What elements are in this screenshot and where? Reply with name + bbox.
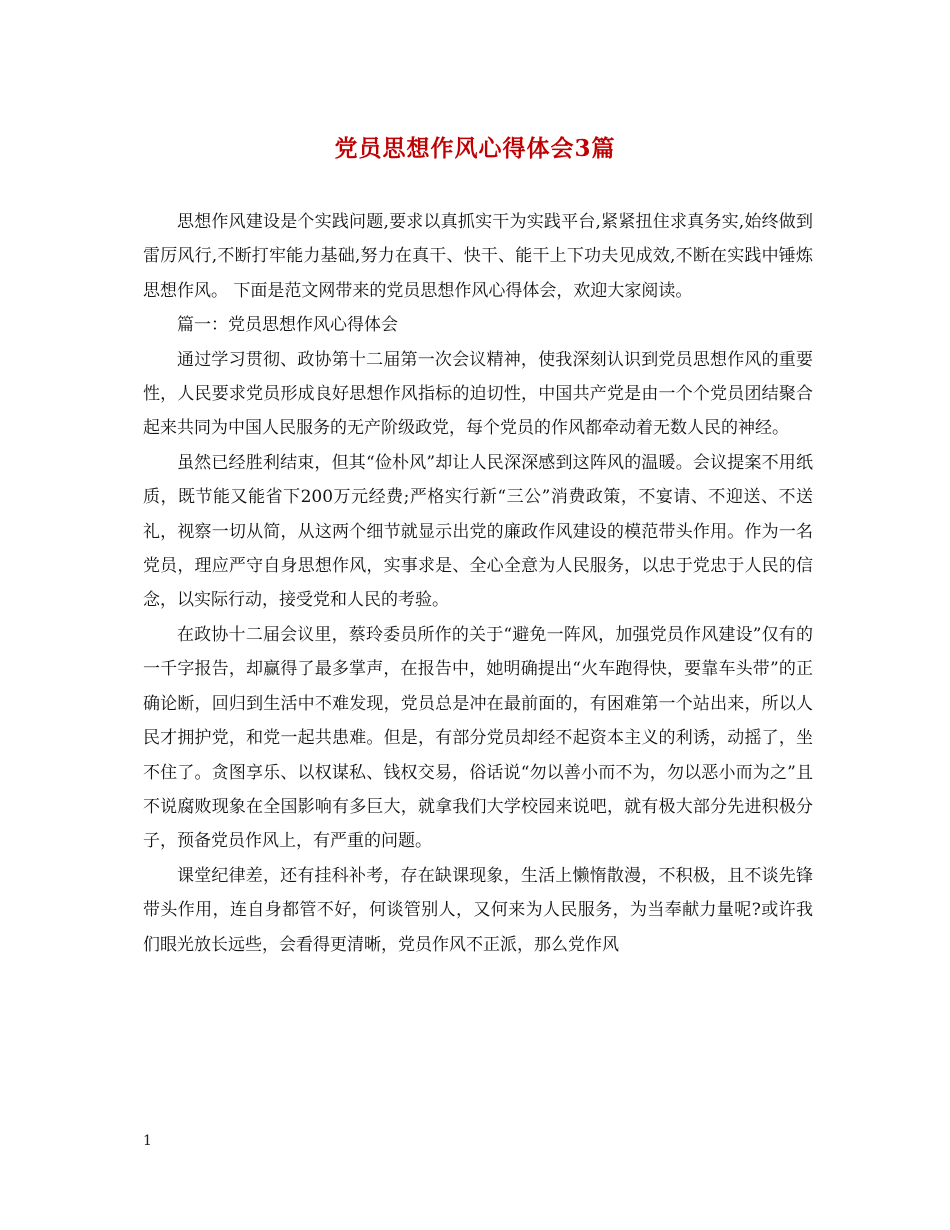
paragraph: 在政协十二届会议里，蔡玲委员所作的关于“避免一阵风，加强党员作风建设”仅有的一千字报告，却赢得了最多掌声，在报告中，她明确提出“火车跑得快，要靠车头带”的正确论断，回归到生活中不难发现，党员总是冲在最前面的，有困难第一个站出来，所以人民才拥护党，和党一起共患难。但是，有部分党员却经不起资本主义的利诱，动摇了，坐不住了。贪图享乐、以权谋私、钱权交易，俗话说“勿以善小而不为，勿以恶小而为之”且不说腐败现象在全国影响有多巨大，就拿我们大学校园来说吧，就有极大部分先进积极分子，预备党员作风上，有严重的问题。 bbox=[143, 624, 813, 852]
document-title: 党员思想作风心得体会3篇 bbox=[334, 135, 616, 162]
paragraph: 课堂纪律差，还有挂科补考，存在缺课现象，生活上懒惰散漫，不积极，且不谈先锋带头作用，连自身都管不好，何谈管别人，又何来为人民服务，为当奉献力量呢?或许我们眼光放长远些，会看得更清晰，党员作风不正派，那么党作风 bbox=[143, 865, 813, 955]
paragraph: 虽然已经胜利结束，但其“俭朴风”却让人民深深感到这阵风的温暖。会议提案不用纸质，既节能又能省下200万元经费;严格实行新“三公”消费政策，不宴请、不迎送、不送礼，视察一切从简，从这两个细节就显示出党的廉政作风建设的模范带头作用。作为一名党员，理应严守自身思想作风，实事求是、全心全意为人民服务，以忠于党忠于人民的信念，以实际行动，接受党和人民的考验。 bbox=[143, 452, 813, 611]
page-number: 1 bbox=[143, 1133, 152, 1149]
paragraph-intro: 思想作风建设是个实践问题,要求以真抓实干为实践平台,紧紧扭住求真务实,始终做到雷厉风行,不断打牢能力基础,努力在真干、快干、能干上下功夫见成效,不断在实践中锤炼思想作风。 下面是范文网带来的党员思想作风心得体会，欢迎大家阅读。 bbox=[143, 212, 813, 301]
document-body bbox=[143, 205, 813, 962]
paragraph: 通过学习贯彻、政协第十二届第一次会议精神，使我深刻认识到党员思想作风的重要性，人民要求党员形成良好思想作风指标的迫切性，中国共产党是由一个个党员团结聚合起来共同为中国人民服务的无产阶级政党，每个党员的作风都牵动着无数人民的神经。 bbox=[143, 349, 813, 439]
section-heading: 篇一：党员思想作风心得体会 bbox=[177, 315, 398, 336]
